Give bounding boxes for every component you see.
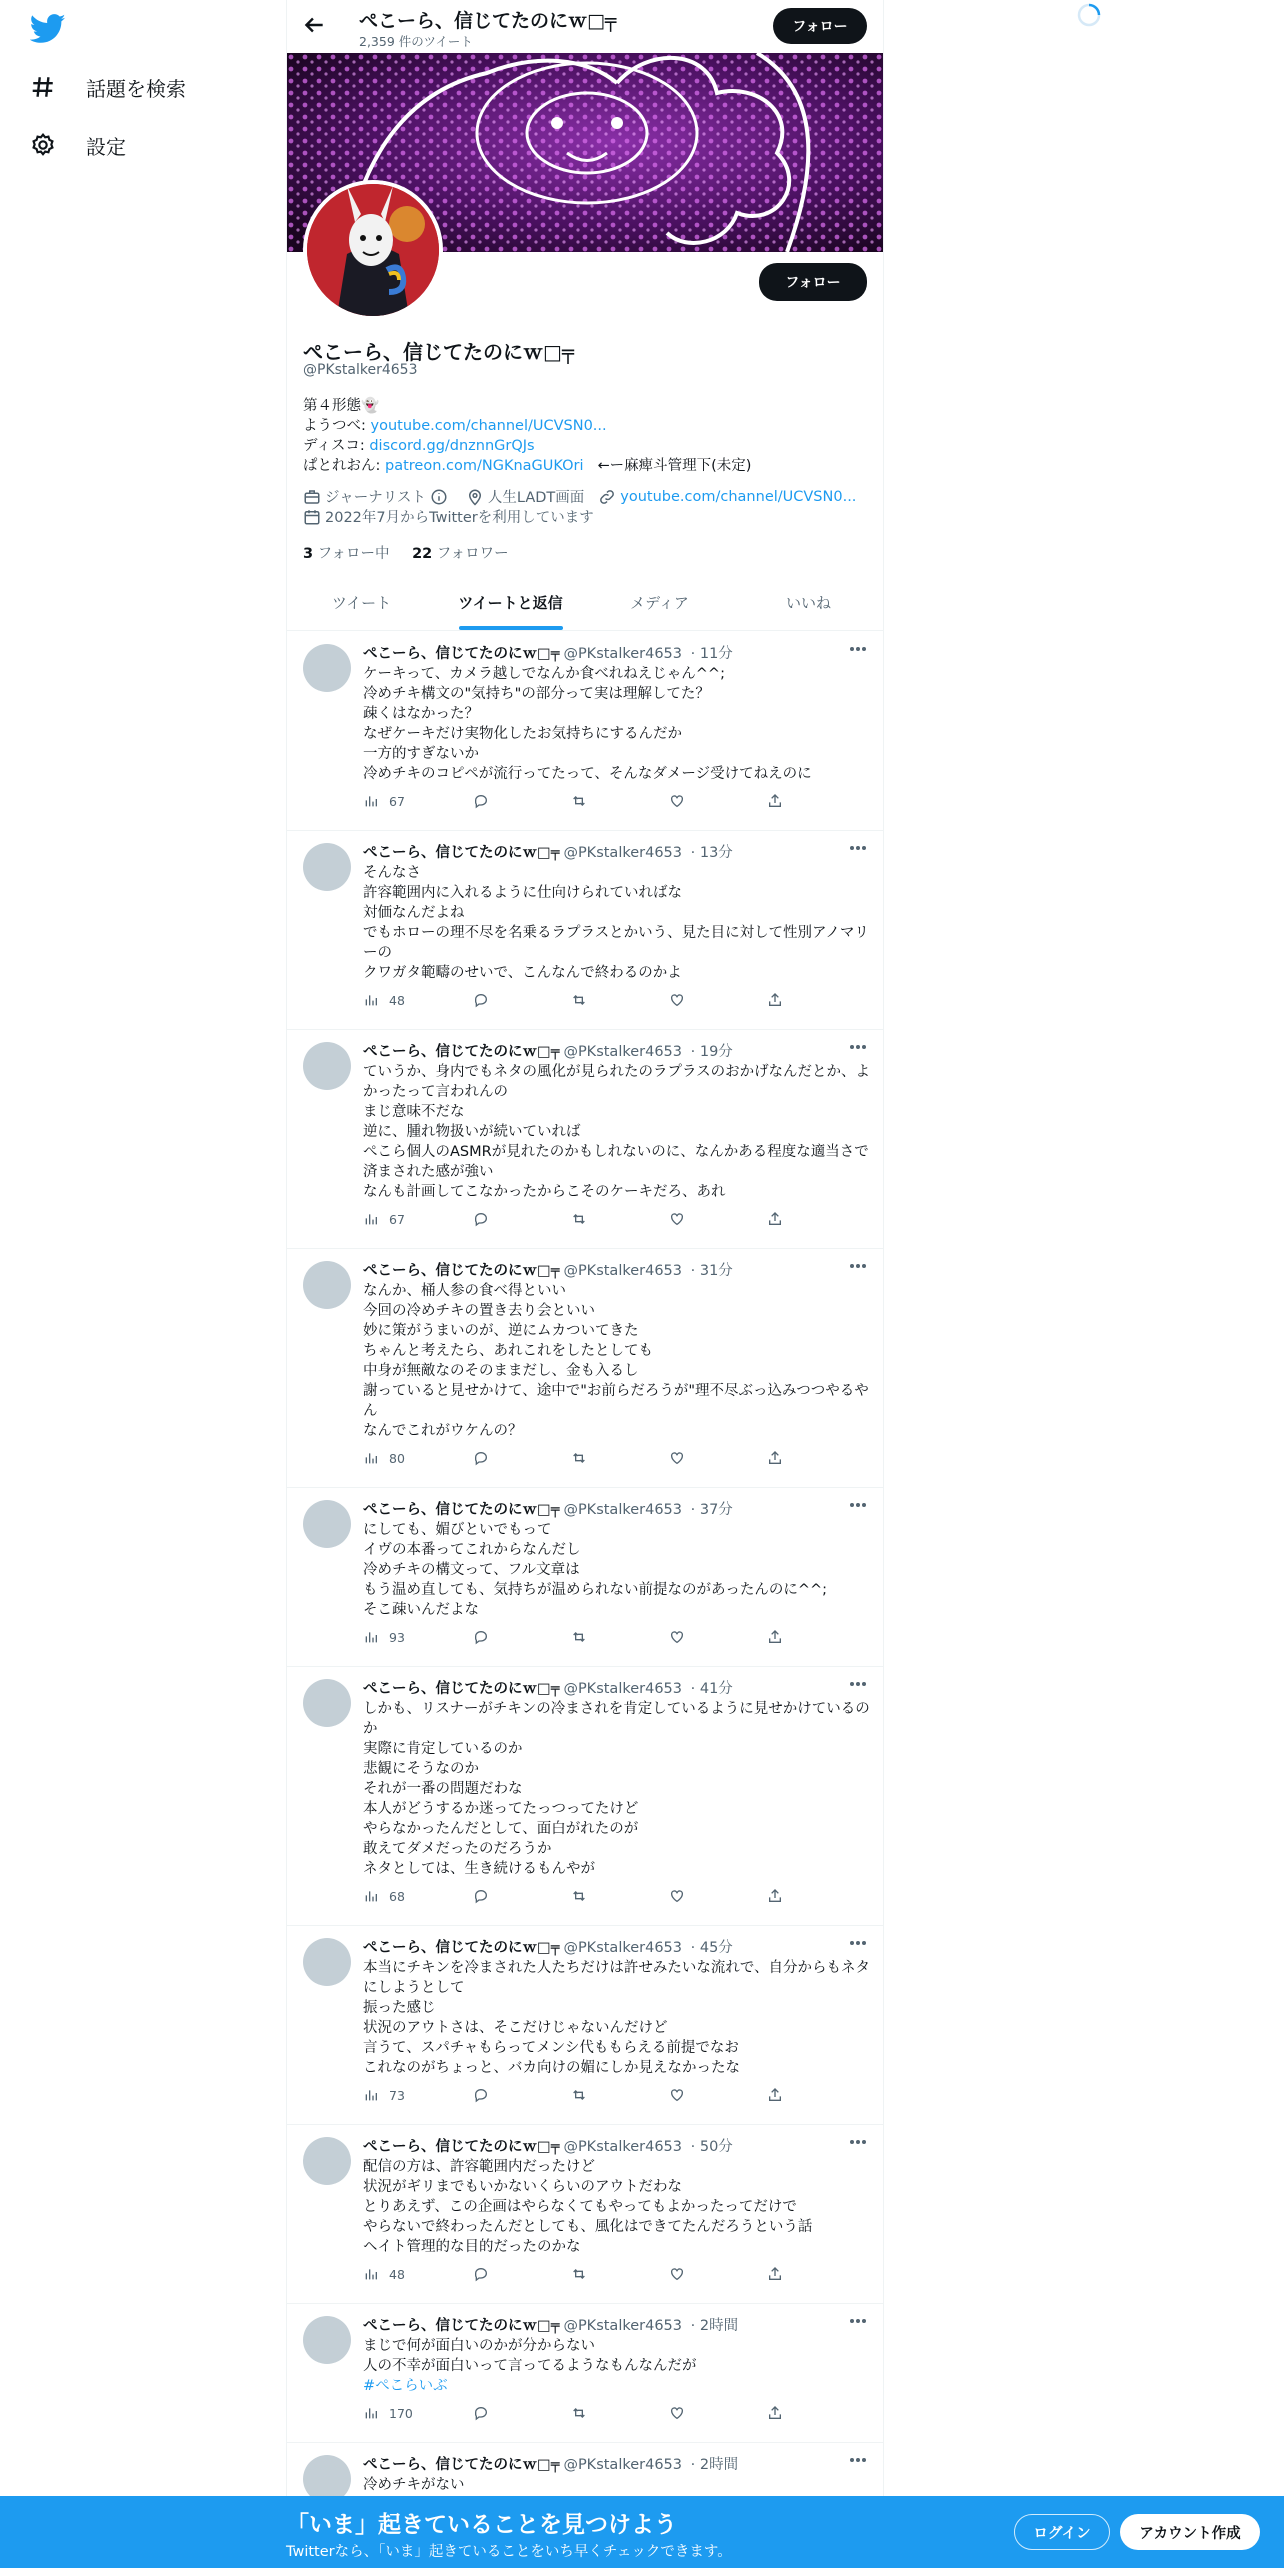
nav-explore[interactable] (30, 67, 186, 107)
tweet-author-name[interactable]: ぺこーら、信じてたのにｗ□╤ (363, 646, 560, 662)
tweet-author-name[interactable]: ぺこーら、信じてたのにｗ□╤ (363, 1502, 560, 1518)
more-dots-icon[interactable] (849, 1502, 867, 1508)
tweet-text (363, 1958, 873, 2078)
tweet-separator: · (686, 1044, 700, 1060)
reply-button[interactable] (473, 1629, 489, 1645)
back-arrow-icon[interactable] (301, 12, 327, 38)
share-icon (767, 2405, 783, 2421)
views-button[interactable] (363, 1211, 405, 1227)
tweet-text-content: しかも、リスナーがチキンの冷まされを肯定しているように見せかけているのか 実際に肯定しているのか 悲観にそうなのか それが一番の問題だわな 本人がどうするか迷ってたっつってたけど やらなかったんだとして、面白がれたのが 敢えてダメだったのだろうか ネタとしては、生き続けるもんやが (363, 1701, 870, 1877)
retweet-icon (571, 2087, 587, 2103)
profile-header-bar (287, 0, 883, 53)
profile-follow-stats (303, 542, 509, 563)
profile-joined-text: 2022年7月からTwitterを利用しています (325, 510, 594, 526)
tweet-text (363, 664, 873, 784)
followers-label: フォロワー (436, 546, 509, 562)
tweet-author-handle: @PKstalker4653 (563, 2318, 683, 2334)
views-count: 170 (389, 2405, 413, 2421)
like-button[interactable] (669, 992, 685, 1008)
retweet-icon (571, 1211, 587, 1227)
like-button[interactable] (669, 2266, 685, 2282)
views-icon (363, 1450, 379, 1466)
reply-button[interactable] (473, 793, 489, 809)
tweet-author-handle: @PKstalker4653 (563, 1263, 683, 1279)
more-dots-icon[interactable] (849, 2139, 867, 2145)
tweet-header (363, 642, 733, 663)
views-count: 48 (389, 2266, 405, 2282)
bio-line: 第４形態👻 (303, 398, 380, 414)
views-count: 67 (389, 793, 405, 809)
retweet-icon (571, 2405, 587, 2421)
tweet[interactable] (287, 632, 883, 831)
signup-button[interactable]: アカウント作成 (1120, 2514, 1260, 2550)
views-button[interactable] (363, 793, 405, 809)
briefcase-icon (303, 488, 321, 506)
tab-tweets-and-replies[interactable]: ツイートと返信 (436, 578, 585, 630)
more-dots-icon[interactable] (849, 1263, 867, 1269)
like-icon (669, 1629, 685, 1645)
tweet[interactable] (287, 1926, 883, 2125)
share-button[interactable] (767, 1211, 783, 1227)
tweet[interactable] (287, 2304, 883, 2443)
tweet-time[interactable]: 2時間 (699, 2457, 739, 2473)
tweet-text (363, 863, 873, 983)
tweet-separator: · (686, 845, 700, 861)
more-dots-icon[interactable] (849, 2457, 867, 2463)
share-icon (767, 1450, 783, 1466)
views-count: 93 (389, 1629, 405, 1645)
tweet-avatar[interactable] (303, 2316, 351, 2364)
followers-count: 22 (412, 546, 433, 562)
views-icon (363, 793, 379, 809)
tweet-time[interactable]: 11分 (699, 646, 733, 662)
retweet-icon (571, 1450, 587, 1466)
following-link[interactable] (303, 546, 389, 562)
profile-handle: @PKstalker4653 (303, 362, 418, 378)
tweet-header (363, 1677, 733, 1698)
tweet-header (363, 1936, 733, 1957)
views-count: 68 (389, 1888, 405, 1904)
retweet-button[interactable] (571, 2087, 587, 2103)
tweet-time[interactable]: 37分 (699, 1502, 733, 1518)
retweet-icon (571, 2266, 587, 2282)
reply-button[interactable] (473, 2087, 489, 2103)
share-icon (767, 1888, 783, 1904)
views-icon (363, 1888, 379, 1904)
bio-line (303, 416, 873, 436)
tweet-header (363, 841, 733, 862)
bio-youtube-link[interactable]: youtube.com/channel/UCVSN0... (370, 418, 607, 434)
tweet-separator: · (686, 1681, 700, 1697)
tweet-actions (363, 1450, 803, 1470)
share-icon (767, 793, 783, 809)
views-button[interactable] (363, 1629, 405, 1645)
reply-icon (473, 1888, 489, 1904)
retweet-icon (571, 1629, 587, 1645)
tweet-avatar[interactable] (303, 1679, 351, 1727)
following-count: 3 (303, 546, 314, 562)
profile-follow-button[interactable]: フォロー (759, 263, 867, 301)
profile-column (286, 0, 884, 2568)
share-button[interactable] (767, 2087, 783, 2103)
tweet-time[interactable]: 19分 (699, 1044, 733, 1060)
like-icon (669, 793, 685, 809)
retweet-button[interactable] (571, 1629, 587, 1645)
like-icon (669, 1888, 685, 1904)
tweet-header (363, 2453, 738, 2474)
tweet-avatar[interactable] (303, 2137, 351, 2185)
loading-spinner-icon (1076, 2, 1102, 28)
tweet-time[interactable]: 41分 (699, 1681, 733, 1697)
profile-category: ジャーナリスト (325, 490, 426, 506)
views-icon (363, 2405, 379, 2421)
tab-likes[interactable]: いいね (785, 594, 831, 612)
tweet-avatar[interactable] (303, 1938, 351, 1986)
tweet-text (363, 2336, 873, 2396)
profile-website-link[interactable]: youtube.com/channel/UCVSN0... (620, 488, 857, 505)
views-icon (363, 2266, 379, 2282)
views-button[interactable] (363, 992, 405, 1008)
views-count: 48 (389, 992, 405, 1008)
signup-banner-subtitle: Twitterなら、「いま」起きていることをいち早くチェックできます。 (286, 2544, 732, 2560)
share-icon (767, 1211, 783, 1227)
header-tweet-count: 2,359 件のツイート (359, 34, 473, 49)
reply-icon (473, 1211, 489, 1227)
profile-avatar[interactable] (303, 180, 443, 320)
profile-name: ぺこーら、信じてたのにｗ□╤ (303, 340, 574, 364)
tweet-header (363, 1259, 733, 1280)
tweet[interactable] (287, 1667, 883, 1926)
following-label: フォロー中 (317, 546, 390, 562)
tweet-author-name[interactable]: ぺこーら、信じてたのにｗ□╤ (363, 1263, 560, 1279)
tweet-separator: · (686, 1502, 700, 1518)
tab-tweets[interactable]: ツイート (331, 594, 392, 612)
share-button[interactable] (767, 1888, 783, 1904)
reply-icon (473, 1629, 489, 1645)
bio-label: ようつべ: (303, 418, 371, 434)
tweet-separator: · (686, 646, 700, 662)
tweet-text (363, 1062, 873, 1202)
views-icon (363, 1211, 379, 1227)
like-icon (669, 1450, 685, 1466)
share-button[interactable] (767, 2405, 783, 2421)
tweet-actions (363, 1888, 803, 1908)
tweet-text-content: ていうか、身内でもネタの風化が見られたのラプラスのおかげなんだとか、よかったって言われんの まじ意味不だな 逆に、腫れ物扱いが続いていれば ぺこら個人のASMRが見れたのかもしれないのに、なんかある程度な適当さで済まされた感が強い なんも計画してこなかったからこそのケーキだろ、あれ (363, 1064, 871, 1200)
tweet-author-name[interactable]: ぺこーら、信じてたのにｗ□╤ (363, 845, 560, 861)
more-dots-icon[interactable] (849, 845, 867, 851)
tweet-text-content: 冷めチキがない (363, 2477, 465, 2493)
views-count: 67 (389, 1211, 405, 1227)
reply-button[interactable] (473, 1211, 489, 1227)
link-icon (598, 488, 616, 506)
share-icon (767, 992, 783, 1008)
like-button[interactable] (669, 1211, 685, 1227)
profile-location: 人生LADT画面 (487, 490, 585, 506)
bio-line (303, 456, 873, 476)
tweet-text-content: まじで何が面白いのかが分からない 人の不幸が面白いって言ってるようなもんなんだが (363, 2338, 697, 2374)
tweet-author-name[interactable]: ぺこーら、信じてたのにｗ□╤ (363, 2139, 560, 2155)
tweet-separator: · (686, 1263, 700, 1279)
location-pin-icon (466, 488, 484, 506)
tweet[interactable] (287, 1030, 883, 1249)
profile-tabs (287, 578, 883, 631)
followers-link[interactable] (412, 546, 509, 562)
like-button[interactable] (669, 2405, 685, 2421)
tweet-actions (363, 1211, 803, 1231)
header-profile-name: ぺこーら、信じてたのにｗ□╤ (359, 10, 617, 32)
like-button[interactable] (669, 1450, 685, 1466)
tweet-actions (363, 2266, 803, 2286)
tweet-author-handle: @PKstalker4653 (563, 646, 683, 662)
retweet-button[interactable] (571, 2405, 587, 2421)
views-button[interactable] (363, 2405, 413, 2421)
retweet-button[interactable] (571, 1211, 587, 1227)
more-dots-icon[interactable] (849, 1940, 867, 1946)
views-count: 80 (389, 1450, 405, 1466)
nav-settings[interactable] (30, 125, 126, 165)
reply-button[interactable] (473, 992, 489, 1008)
reply-icon (473, 1450, 489, 1466)
reply-icon (473, 992, 489, 1008)
retweet-icon (571, 992, 587, 1008)
reply-icon (473, 793, 489, 809)
reply-icon (473, 2087, 489, 2103)
tweet-avatar[interactable] (303, 1261, 351, 1309)
tweet-header (363, 1040, 733, 1061)
reply-button[interactable] (473, 2266, 489, 2282)
like-button[interactable] (669, 1629, 685, 1645)
retweet-button[interactable] (571, 2266, 587, 2282)
tweet-text-content: そんなさ 許容範囲内に入れるように仕向けられていればな 対価なんだよね でもホローの理不尽を名乗るラプラスとかいう、見た目に対して性別アノマリーの クワガタ範疇のせいで、こんなんで終わるのかよ (363, 865, 869, 981)
tweet-author-handle: @PKstalker4653 (563, 1681, 683, 1697)
gear-icon (30, 132, 56, 158)
tweet-separator: · (686, 2318, 700, 2334)
tweet-header (363, 2135, 733, 2156)
tweet-text-content: 本当にチキンを冷まされた人たちだけは許せみたいな流れで、自分からもネタにしようとして 振った感じ 状況のアウトさは、そこだけじゃないんだけど 言うて、スパチャもらってメンシ代ももらえる前提でなお これなのがちょっと、バカ向けの媚にしか見えなかったな (363, 1960, 871, 2076)
tweet-text (363, 1281, 873, 1441)
tweet-text-content: 配信の方は、許容範囲内だったけど 状況がギリまでもいかないくらいのアウトだわな とりあえず、この企画はやらなくてもやってもよかったってだけで やらないで終わったんだとしても、風化はできてたんだろうという話 ヘイト管理的な目的だったのかな (363, 2159, 813, 2255)
tweet[interactable] (287, 831, 883, 1030)
tweet-time[interactable]: 45分 (699, 1940, 733, 1956)
tweet-time[interactable]: 50分 (699, 2139, 733, 2155)
tweet-author-name[interactable]: ぺこーら、信じてたのにｗ□╤ (363, 2318, 560, 2334)
tweet-text-content: なんか、桶人参の食べ得といい 今回の冷めチキの置き去り会といい 妙に策がうまいのが、逆にムカついてきた ちゃんと考えたら、あれこれをしたとしても 中身が無敵なのそのままだし、金も入るし 謝っていると見せかけて、途中で"お前らだろうが"理不尽ぶっ込みつつやるやん なんでこれがウケんの？ (363, 1283, 869, 1439)
tweet-avatar[interactable] (303, 644, 351, 692)
views-button[interactable] (363, 1888, 405, 1904)
signup-banner (0, 2496, 1284, 2568)
hashtag-icon (30, 74, 56, 100)
share-button[interactable] (767, 793, 783, 809)
signup-banner-title: 「いま」起きていることを見つけよう (286, 2512, 677, 2538)
more-dots-icon[interactable] (849, 1044, 867, 1050)
tweet[interactable] (287, 2443, 883, 2503)
views-button[interactable] (363, 2266, 405, 2282)
tweet[interactable] (287, 1488, 883, 1667)
like-button[interactable] (669, 1888, 685, 1904)
more-dots-icon[interactable] (849, 2318, 867, 2324)
tweet-avatar[interactable] (303, 1500, 351, 1548)
bio-line (303, 436, 873, 456)
more-dots-icon[interactable] (849, 1681, 867, 1687)
tab-media[interactable]: メディア (630, 594, 689, 612)
tweet-author-handle: @PKstalker4653 (563, 2139, 683, 2155)
profile-meta (303, 486, 856, 507)
bio-label: ぱとれおん: (303, 458, 385, 474)
share-icon (767, 1629, 783, 1645)
tweet[interactable] (287, 1249, 883, 1488)
header-follow-button[interactable]: フォロー (773, 8, 867, 44)
tweet-author-name[interactable]: ぺこーら、信じてたのにｗ□╤ (363, 2457, 560, 2473)
like-button[interactable] (669, 793, 685, 809)
retweet-button[interactable] (571, 992, 587, 1008)
left-navigation (0, 0, 286, 2568)
bio-discord-link[interactable]: discord.gg/dnznnGrQJs (369, 438, 535, 454)
tweet-actions (363, 992, 803, 1012)
tweet-time[interactable]: 13分 (699, 845, 733, 861)
reply-button[interactable] (473, 1888, 489, 1904)
tweet-time[interactable]: 2時間 (699, 2318, 739, 2334)
tweet-header (363, 1498, 733, 1519)
views-icon (363, 992, 379, 1008)
share-icon (767, 2087, 783, 2103)
like-button[interactable] (669, 2087, 685, 2103)
reply-icon (473, 2405, 489, 2421)
tweet-actions (363, 2405, 803, 2425)
tweet-author-handle: @PKstalker4653 (563, 2457, 683, 2473)
like-icon (669, 2405, 685, 2421)
bio-patreon-link[interactable]: patreon.com/NGKnaGUKOri (385, 458, 584, 474)
tweet-separator: · (686, 1940, 700, 1956)
tweet-text (363, 2475, 873, 2495)
views-icon (363, 2087, 379, 2103)
share-button[interactable] (767, 2266, 783, 2282)
like-icon (669, 1211, 685, 1227)
tweet-actions (363, 2087, 803, 2107)
tweet-text (363, 1699, 873, 1879)
tweet-author-handle: @PKstalker4653 (563, 1940, 683, 1956)
bio-label: ディスコ: (303, 438, 370, 454)
tweet-author-handle: @PKstalker4653 (563, 1044, 683, 1060)
reply-button[interactable] (473, 1450, 489, 1466)
retweet-button[interactable] (571, 1450, 587, 1466)
tweet-text-content: ケーキって、カメラ越しでなんか食べれねえじゃん^^; 冷めチキ構文の"気持ち"の部分って実は理解してた？ 疎くはなかった？ なぜケーキだけ実物化したお気持ちにするんだか 一方的すぎないか 冷めチキのコピペが流行ってたって、そんなダメージ受けてねえのに (363, 666, 812, 782)
tweet-text-content: にしても、媚びといでもって イヴの本番ってこれからなんだし 冷めチキの構文って、フル文章は もう温め直しても、気持ちが温められない前提なのがあったんのに^^; そこ疎いんだよな (363, 1522, 828, 1618)
more-dots-icon[interactable] (849, 646, 867, 652)
calendar-icon (303, 508, 321, 526)
reply-button[interactable] (473, 2405, 489, 2421)
share-button[interactable] (767, 992, 783, 1008)
retweet-icon (571, 1888, 587, 1904)
tweet-author-name[interactable]: ぺこーら、信じてたのにｗ□╤ (363, 1681, 560, 1697)
tweet-text (363, 2157, 873, 2257)
reply-icon (473, 2266, 489, 2282)
tweet-separator: · (686, 2457, 700, 2473)
retweet-button[interactable] (571, 1888, 587, 1904)
nav-settings-label: 設定 (86, 134, 126, 159)
tweet-separator: · (686, 2139, 700, 2155)
tweet-hashtag[interactable]: #ぺこらいぶ (363, 2378, 448, 2394)
views-icon (363, 1629, 379, 1645)
tweet[interactable] (287, 2125, 883, 2304)
tweet-author-handle: @PKstalker4653 (563, 1502, 683, 1518)
tweet-author-handle: @PKstalker4653 (563, 845, 683, 861)
share-button[interactable] (767, 1450, 783, 1466)
info-icon[interactable] (430, 488, 448, 506)
tweet-author-name[interactable]: ぺこーら、信じてたのにｗ□╤ (363, 1044, 560, 1060)
like-icon (669, 2266, 685, 2282)
profile-bio (303, 396, 873, 476)
views-count: 73 (389, 2087, 405, 2103)
profile-joined (303, 506, 594, 527)
login-button[interactable]: ログイン (1014, 2514, 1110, 2550)
tweet-author-name[interactable]: ぺこーら、信じてたのにｗ□╤ (363, 1940, 560, 1956)
tweet-avatar[interactable] (303, 1042, 351, 1090)
like-icon (669, 2087, 685, 2103)
views-button[interactable] (363, 1450, 405, 1466)
tweet-header (363, 2314, 738, 2335)
tweet-text (363, 1520, 873, 1620)
tweet-avatar[interactable] (303, 843, 351, 891)
nav-explore-label: 話題を検索 (86, 76, 186, 101)
bio-note: ←ー麻痺斗管理下(未定) (597, 458, 752, 474)
retweet-button[interactable] (571, 793, 587, 809)
like-icon (669, 992, 685, 1008)
tweet-time[interactable]: 31分 (699, 1263, 733, 1279)
tweet-actions (363, 1629, 803, 1649)
share-icon (767, 2266, 783, 2282)
retweet-icon (571, 793, 587, 809)
twitter-bird-icon[interactable] (30, 14, 66, 44)
share-button[interactable] (767, 1629, 783, 1645)
tweet-actions (363, 793, 803, 813)
views-button[interactable] (363, 2087, 405, 2103)
